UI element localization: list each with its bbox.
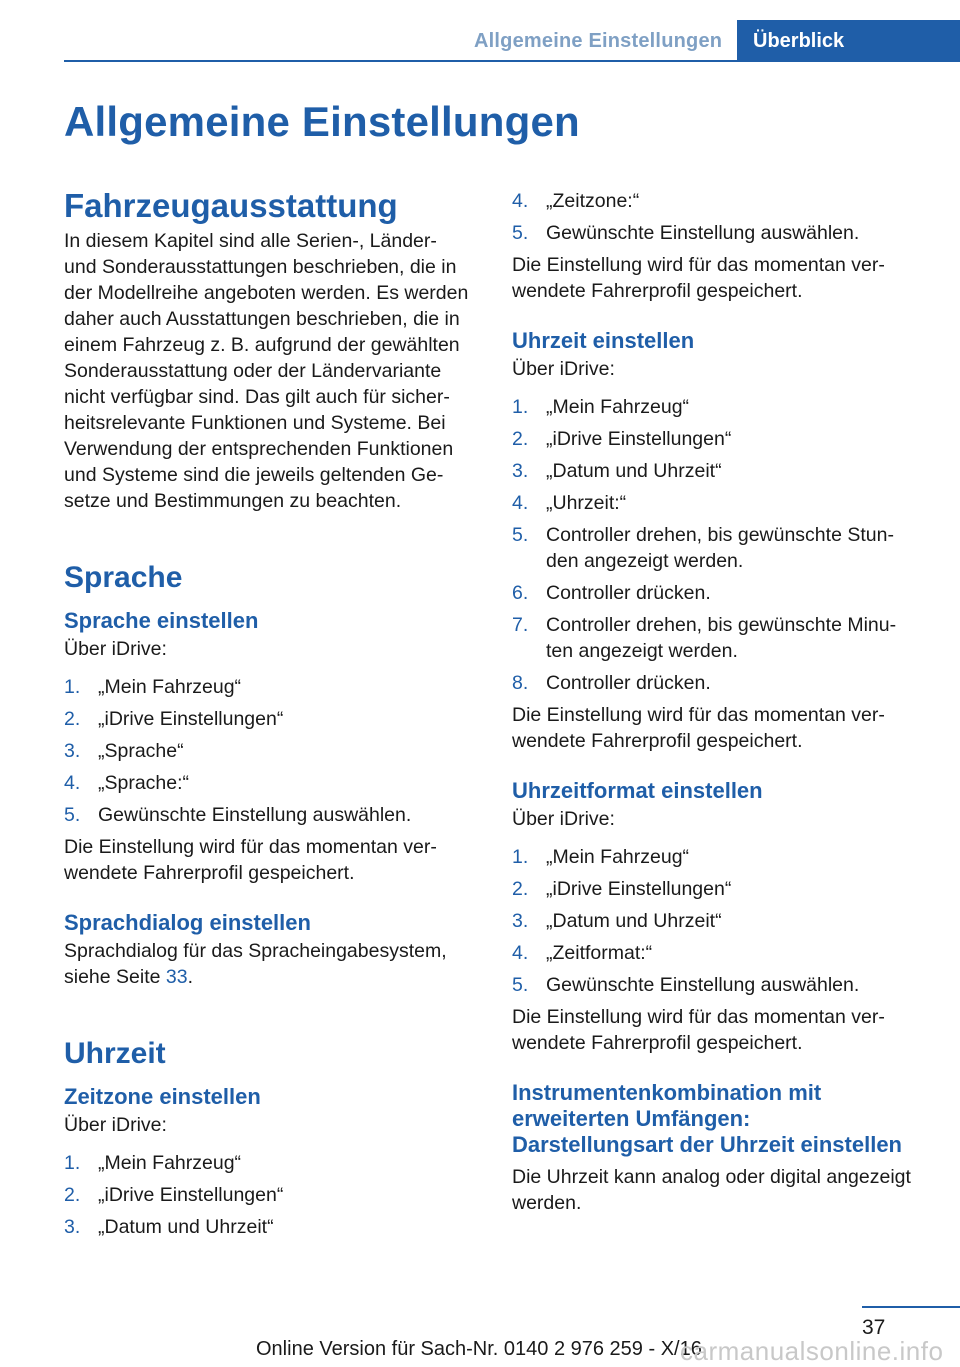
list-item: 1. „Mein Fahrzeug“	[512, 396, 690, 418]
uhrzeit-intro: Über iDrive:	[512, 358, 615, 380]
list-item: 5. Gewünschte Einstellung auswählen.	[512, 974, 860, 996]
list-item: 3. „Datum und Uhrzeit“	[512, 460, 722, 482]
uhrzeit-note: Die Einstellung wird für das momentan ver- wendete Fahrerprofil gespeichert.	[512, 704, 885, 752]
footer-online-version: Online Version für Sach-Nr. 0140 2 976 259 - X/16	[256, 1338, 702, 1360]
list-item: 3. „Sprache“	[64, 740, 184, 762]
ausstattung-text: In diesem Kapitel sind alle Serien-, Länder- und Sonderausstattungen beschrieben, die in der Modellreihe angeboten werden. Es werden daher auch Ausstattungen beschrieben, die in einem Fahrzeug z. B. aufgrund der gewählten Sonderausstattung oder der Ländervariante nicht verfügbar sind. Das gilt auch für sicher- heitsrelevante Funktionen und Systeme. Bei Verwendung der entsprechenden Funktionen und Systeme sind die jeweils geltenden Ge- setze und Bestimmungen zu beachten.	[64, 230, 469, 512]
list-item: 2. „iDrive Einstellungen“	[64, 1184, 284, 1206]
uhrzeitformat-note: Die Einstellung wird für das momentan ver- wendete Fahrerprofil gespeichert.	[512, 1006, 885, 1054]
list-item: 7. Controller drehen, bis gewünschte Minu- ten angezeigt werden.	[512, 614, 897, 662]
list-item: 1. „Mein Fahrzeug“	[512, 846, 690, 868]
list-item: 5. Gewünschte Einstellung auswählen.	[64, 804, 412, 826]
header-section-title: Allgemeine Einstellungen	[474, 30, 723, 52]
watermark: carmanualsonline.info	[680, 1336, 944, 1366]
heading-sprachdialog: Sprachdialog einstellen	[64, 910, 311, 935]
zeitzone-steps	[64, 1150, 484, 1240]
heading-instrumentenkombination: Instrumentenkombination mit erweiterten Umfängen: Darstellungsart der Uhrzeit einstellen	[512, 1080, 902, 1157]
left-column	[64, 186, 484, 1246]
instrument-text: Die Uhrzeit kann analog oder digital angezeigt werden.	[512, 1166, 911, 1214]
list-item: 2. „iDrive Einstellungen“	[512, 878, 732, 900]
list-item: 2. „iDrive Einstellungen“	[512, 428, 732, 450]
sprache-intro: Über iDrive:	[64, 638, 167, 660]
heading-uhrzeit: Uhrzeit	[64, 1037, 166, 1070]
header-tab-ueberblick: Überblick	[737, 20, 960, 61]
page-link-33[interactable]: 33	[165, 966, 188, 988]
sprache-note: Die Einstellung wird für das momentan ver- wendete Fahrerprofil gespeichert.	[64, 836, 437, 884]
list-item: 6. Controller drücken.	[512, 582, 711, 604]
uhrzeitformat-steps	[512, 844, 932, 998]
list-item: 8. Controller drücken.	[512, 672, 711, 694]
list-item: 4. „Uhrzeit:“	[512, 492, 627, 514]
footer-rule	[862, 1306, 960, 1308]
zeitzone-intro: Über iDrive:	[64, 1114, 167, 1136]
zeitzone-steps-continued	[512, 188, 932, 246]
heading-fahrzeugausstattung: Fahrzeugausstattung	[64, 187, 398, 224]
header-rule	[64, 60, 960, 62]
list-item: 4. „Sprache:“	[64, 772, 190, 794]
list-item: 1. „Mein Fahrzeug“	[64, 676, 242, 698]
heading-zeitzone-einstellen: Zeitzone einstellen	[64, 1084, 261, 1109]
page-header	[0, 0, 960, 62]
list-item: 5. Controller drehen, bis gewünschte Stun- den angezeigt werden.	[512, 524, 894, 572]
list-item: 1. „Mein Fahrzeug“	[64, 1152, 242, 1174]
sprachdialog-text: Sprachdialog für das Spracheingabesystem, siehe Seite 33.	[64, 940, 447, 988]
heading-uhrzeit-einstellen: Uhrzeit einstellen	[512, 328, 695, 353]
list-item: 4. „Zeitformat:“	[512, 942, 653, 964]
list-item: 5. Gewünschte Einstellung auswählen.	[512, 222, 860, 244]
page-number: 37	[862, 1316, 886, 1339]
list-item: 4. „Zeitzone:“	[512, 190, 640, 212]
right-column	[512, 188, 932, 1216]
zeitzone-note: Die Einstellung wird für das momentan ver- wendete Fahrerprofil gespeichert.	[512, 254, 885, 302]
sprache-steps	[64, 674, 484, 828]
list-item: 3. „Datum und Uhrzeit“	[512, 910, 722, 932]
page-title: Allgemeine Einstellungen	[64, 98, 580, 145]
uhrzeit-steps	[512, 394, 932, 696]
uhrzeitformat-intro: Über iDrive:	[512, 808, 615, 830]
heading-sprache: Sprache	[64, 561, 183, 594]
heading-sprache-einstellen: Sprache einstellen	[64, 608, 259, 633]
list-item: 2. „iDrive Einstellungen“	[64, 708, 284, 730]
list-item: 3. „Datum und Uhrzeit“	[64, 1216, 274, 1238]
heading-uhrzeitformat-einstellen: Uhrzeitformat einstellen	[512, 778, 763, 803]
